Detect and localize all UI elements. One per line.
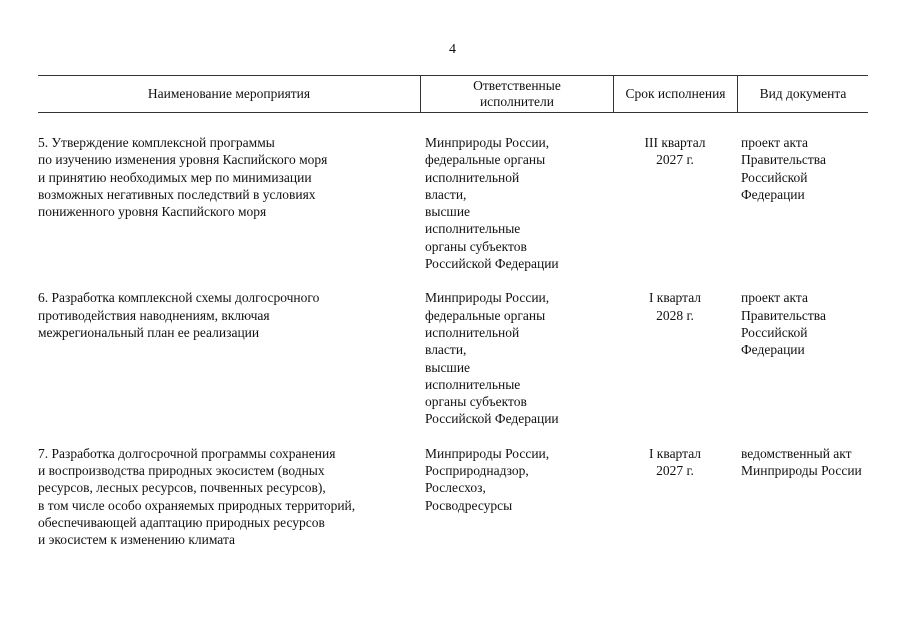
row-name: 6. Разработка комплексной схемы долгосрочного противодействия наводнениям, включая межрегиональный план ее реализации xyxy=(38,290,320,340)
row-deadline: I квартал 2028 г. xyxy=(648,290,702,323)
row-responsible: Минприроды России, Росприроднадзор, Рослесхоз, Росводресурсы xyxy=(425,445,550,513)
header-name: Наименование мероприятия xyxy=(147,86,311,101)
row-doc-type: ведомственный акт Минприроды России xyxy=(741,445,862,479)
page-number: 4 xyxy=(449,42,456,57)
row-doc-type: проект акта Правительства Российской Федерации xyxy=(741,290,826,358)
row-name: 7. Разработка долгосрочной программы сохранения и воспроизводства природных экосистем (водных ресурсов, лесных ресурсов, почвенных ресурсов), в том числе особо охраняемых природных территорий, обеспечивающей адаптацию природных ресурсов и экосистем к изменению климата xyxy=(38,445,356,548)
row-name: 5. Утверждение комплексной программы по изучению изменения уровня Каспийского моря и принятию необходимых мер по минимизации возможных негативных последствий в условиях пониженного уровня Каспийского моря xyxy=(38,135,328,220)
measures-table xyxy=(38,75,868,549)
row-deadline: III квартал 2027 г. xyxy=(644,135,706,168)
header-deadline: Срок исполнения xyxy=(613,76,737,112)
header-doc-type: Вид документа xyxy=(737,76,868,112)
table-header xyxy=(38,75,868,113)
row-deadline: I квартал 2027 г. xyxy=(648,445,702,479)
table-row xyxy=(38,445,868,549)
row-responsible: Минприроды России, федеральные органы исполнительной власти, высшие исполнительные органы субъектов Российской Федерации xyxy=(425,135,559,272)
row-doc-type: проект акта Правительства Российской Федерации xyxy=(741,135,826,202)
table-row xyxy=(38,289,868,427)
table-row xyxy=(38,134,868,272)
row-responsible: Минприроды России, федеральные органы исполнительной власти, высшие исполнительные органы субъектов Российской Федерации xyxy=(425,290,559,427)
header-responsible: Ответственные исполнители xyxy=(420,76,613,112)
